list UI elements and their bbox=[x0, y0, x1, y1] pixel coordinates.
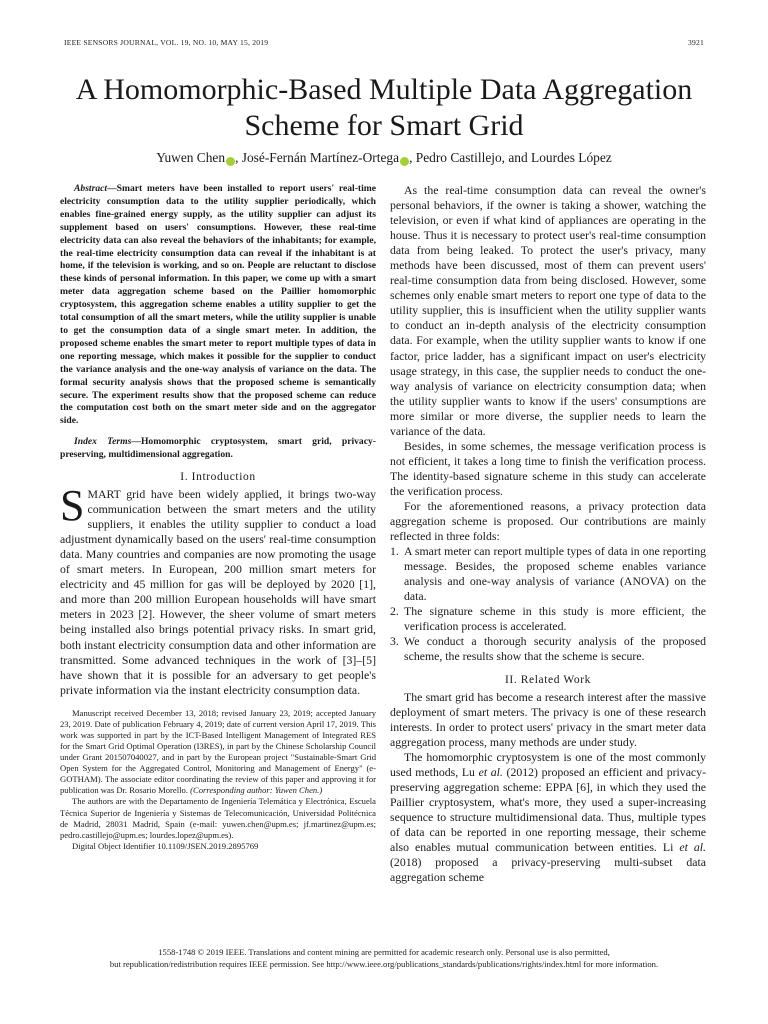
corresponding-author: (Corresponding author: Yuwen Chen.) bbox=[190, 785, 323, 796]
list-item bbox=[390, 604, 706, 634]
footnote-manuscript bbox=[60, 708, 376, 797]
paper-title bbox=[40, 72, 728, 144]
right-paragraph-3: For the aforementioned reasons, a privacy protection data aggregation scheme is proposed. Our contributions are mainly reflected in three folds: bbox=[390, 498, 706, 544]
section-heading-introduction: I. Introduction bbox=[180, 471, 256, 484]
index-terms-label: Index Terms bbox=[74, 436, 132, 448]
right-column bbox=[390, 183, 706, 885]
title-line-2: Scheme for Smart Grid bbox=[244, 109, 524, 142]
abstract-label: Abstract bbox=[74, 183, 108, 194]
related-work-paragraph-2 bbox=[390, 750, 706, 885]
list-item bbox=[390, 544, 706, 604]
related-work-text-a: The homomorphic cryptosystem is one of the most commonly used methods, Lu bbox=[390, 749, 706, 779]
running-header bbox=[64, 38, 704, 47]
page-number: 3921 bbox=[688, 38, 704, 47]
copyright-line-2[interactable]: but republication/redistribution requires IEEE permission. See http://www.ieee.org/publications_standards/publications/rights/index.html for more information. bbox=[109, 959, 659, 969]
related-work-paragraph-1: The smart grid has become a research interest after the massive deployment of smart meters. The privacy is one of these research interests. In order to protect users' privacy in the smart meter data aggregation process, many methods are under study. bbox=[390, 689, 706, 749]
list-item-text: We conduct a thorough security analysis of the proposed scheme, the results show that the scheme is secure. bbox=[404, 634, 706, 664]
drop-cap: S bbox=[60, 481, 85, 531]
section-heading-related-work: II. Related Work bbox=[504, 673, 592, 686]
footnote-affiliation: The authors are with the Departamento de Ingeniería Telemática y Electrónica, Escuela Técnica Superior de Ingeniería y Sistemas de Telecomunicación, Universidad Politécnica de Madrid, 28031 Madrid, Spain (e-mail: yuwen.chen@upm.es; jf.martinez@upm.es; pedro.castillejo@upm.es; lourdes.lopez@upm.es). bbox=[60, 796, 376, 840]
footnote-manuscript-text: Manuscript received December 13, 2018; revised January 23, 2019; accepted January 23, 2019. Date of publication February 4, 2019; date of current version April 17, 2019. This work was supported in part by the ICT-Based Intelligent Management of Integrated RES for the Smart Grid Optimal Operation (I3RES), in part by the Chinese Scholarship Council under Grant 201507040027, and in part by the European project "Sustainable-Smart Grid Open System for the Aggregated Control, Monitoring and Management of Energy" (e-GOTHAM). The associate editor coordinating the review of this paper and approving it for publication was Dr. Rosario Morello. bbox=[60, 707, 376, 796]
right-paragraph-1: As the real-time consumption data can reveal the owner's personal behaviors, if the owner is taking a shower, watching the television, or even if what kind of appliances are operating in the house. Thus it is necessary to protect user's real-time consumption data from being leaked. To protect the user's privacy, many methods have been discussed, most of them can prevent users' real-time consumption data from being disclosed. However, some schemes only enable smart meters to report one type of data to the utility supplier, this is insufficient when the utility supplier wants to conduct an in-depth analysis of the electricity consumption data. For example, when the utility supplier wants to know if one factor, price ladder, has a significant impact on user's electricity usage strategy, in this case, the supplier needs to conduct the one-way analysis of variance on electricity consumption data; when the utility supplier wants to know if the users' consumptions are more similar or more diverse, the supplier needs to learn the variance of the data. bbox=[390, 183, 706, 438]
footnote-doi[interactable]: Digital Object Identifier 10.1109/JSEN.2019.2895769 bbox=[72, 840, 259, 851]
list-item-number: 3. bbox=[390, 634, 399, 649]
list-item-text: The signature scheme in this study is more efficient, the verification process is accelerated. bbox=[404, 604, 706, 634]
list-item-number: 2. bbox=[390, 604, 399, 619]
author-3: , Pedro Castillejo, and Lourdes López bbox=[409, 150, 612, 165]
journal-name: IEEE SENSORS JOURNAL, VOL. 19, NO. 10, MAY 15, 2019 bbox=[64, 38, 269, 47]
orcid-icon[interactable] bbox=[226, 157, 235, 166]
left-column bbox=[60, 183, 376, 852]
abstract: Abstract—Smart meters have been installed to report users' real-time electricity consumption data to the utility supplier periodically, which enables fine-grained energy supply, as the utility supplier can adjust its supplement based on users' consumptions. However, these real-time electricity data can also reveal the behaviors of the inhabitants; for example, the real-time electricity consumption data can reveal if the inhabitant is at home, if the television is working, and so on. People are reluctant to disclose these kinds of personal information. In this paper, we come up with a smart meter data aggregation scheme based on the Paillier homomorphic cryptosystem, this aggregation scheme enables a utility supplier to get the total consumption of all the smart meters, while the utility supplier is unable to get the consumption data of a single smart meter. In addition, the proposed scheme enables the smart meter to report multiple types of data in one reporting message, which makes it possible for the supplier to conduct the variance analysis and the one-way analysis of variance on the data. The formal security analysis shows that the proposed scheme is semantically secure. The experiment results show that the proposed scheme can reduce the computation cost both on the smart meter side and on the aggregator side. bbox=[60, 183, 376, 427]
related-work-text-c: (2018) proposed a privacy-preserving multi-subset data aggregation scheme bbox=[390, 855, 706, 885]
list-item bbox=[390, 634, 706, 664]
title-line-1: A Homomorphic-Based Multiple Data Aggregation bbox=[75, 73, 693, 106]
author-1: Yuwen Chen bbox=[156, 150, 226, 165]
orcid-icon[interactable] bbox=[400, 157, 409, 166]
et-al-1: et al. bbox=[478, 764, 503, 779]
right-paragraph-2: Besides, in some schemes, the message verification process is not efficient, it takes a long time to finish the verification process. The identity-based signature scheme in this study can accelerate the verification process. bbox=[390, 438, 706, 498]
copyright-notice bbox=[30, 946, 738, 970]
related-work-text-b: (2012) proposed an efficient and privacy-preserving aggregation scheme: EPPA [6], in which they used the Paillier cryptosystem, what's more, they used a super-increasing sequence to structure multidimensional data. Thus, multiple types of data can be reported in one reporting message, their scheme also enables mutual communication between entities. Li bbox=[390, 764, 706, 854]
list-item-text: A smart meter can report multiple types of data in one reporting message. Besides, the proposed scheme enables variance analysis and one-way analysis of variance (ANOVA) on the data. bbox=[404, 544, 706, 604]
author-list bbox=[40, 150, 728, 166]
index-terms: Index Terms—Homomorphic cryptosystem, smart grid, privacy-preserving, multidimensional aggregation. bbox=[60, 436, 376, 461]
copyright-line-1: 1558-1748 © 2019 IEEE. Translations and content mining are permitted for academic research only. Personal use is also permitted, bbox=[158, 947, 610, 957]
et-al-2: et al. bbox=[679, 839, 707, 854]
intro-paragraph bbox=[60, 481, 376, 698]
index-terms-text: Homomorphic cryptosystem, smart grid, privacy-preserving, multidimensional aggregation. bbox=[60, 436, 376, 461]
abstract-text: Smart meters have been installed to report users' real-time electricity consumption data to the utility supplier periodically, which enables fine-grained energy supply, as the utility supplier can adjust its supplement based on users' consumptions. However, these real-time electricity data can also reveal the behaviors of the inhabitants; for example, the real-time electricity consumption data can reveal if the inhabitant is at home, if the television is working, and so on. People are reluctant to disclose these kinds of personal information. In this paper, we come up with a smart meter data aggregation scheme based on the Paillier homomorphic cryptosystem, this aggregation scheme enables a utility supplier to get the total consumption of all the smart meters, while the utility supplier is unable to get the consumption data of a single smart meter. In addition, the proposed scheme enables the smart meter to report multiple types of data in one reporting message, which makes it possible for the supplier to conduct the variance analysis and the one-way analysis of variance on the data. The formal security analysis shows that the proposed scheme is semantically secure. The experiment results show that the proposed scheme can reduce the computation cost both on the smart meter side and on the aggregator side. bbox=[60, 183, 376, 427]
intro-text: MART grid have been widely applied, it brings two-way communication between the smart meters and the utility suppliers, it enables the utility supplier to conduct a load adjustment dynamically based on the users' real-time consumption data. Many countries and companies are now promoting the usage of smart meters. In European, 200 million smart meters for electricity and 45 million for gas will be deployed by 2020 [1], and more than 200 million European households will have smart meters in 2023 [2]. However, the sheer volume of smart meters being installed also brings potential privacy risks. In smart grid, both instant electricity consumption data and other information are transmitted. Some advanced techniques in the work of [3]–[5] have shown that it is possible for an adversary to get people's private information via the instant electricity consumption data. bbox=[60, 487, 376, 697]
list-item-number: 1. bbox=[390, 544, 399, 559]
author-2: , José-Fernán Martínez-Ortega bbox=[235, 150, 400, 165]
contributions-list bbox=[390, 544, 706, 664]
